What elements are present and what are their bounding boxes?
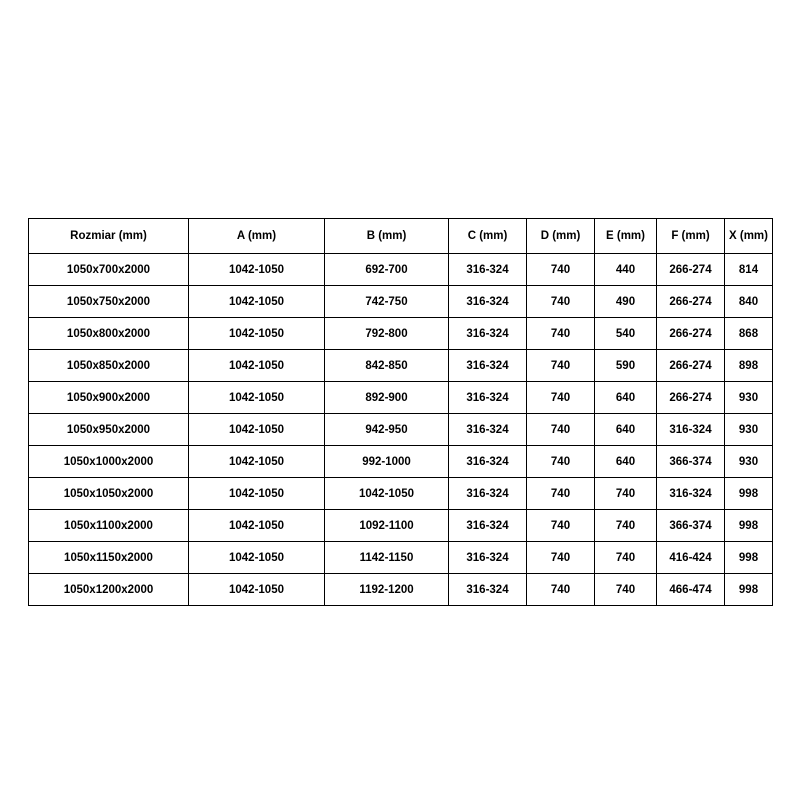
cell-e: 440 [595,254,657,286]
cell-a: 1042-1050 [189,254,325,286]
cell-x: 814 [725,254,773,286]
cell-size: 1050x1050x2000 [29,478,189,510]
cell-d: 740 [527,478,595,510]
cell-f: 266-274 [657,350,725,382]
cell-a: 1042-1050 [189,478,325,510]
column-header-b: B (mm) [325,219,449,254]
cell-a: 1042-1050 [189,510,325,542]
column-header-f: F (mm) [657,219,725,254]
cell-size: 1050x850x2000 [29,350,189,382]
cell-a: 1042-1050 [189,542,325,574]
column-header-rozmiar: Rozmiar (mm) [29,219,189,254]
cell-e: 640 [595,414,657,446]
table-row [29,446,773,478]
table-row [29,542,773,574]
cell-f: 466-474 [657,574,725,606]
cell-e: 640 [595,382,657,414]
cell-e: 740 [595,510,657,542]
cell-f: 266-274 [657,254,725,286]
column-header-d: D (mm) [527,219,595,254]
cell-f: 416-424 [657,542,725,574]
table-row [29,350,773,382]
cell-x: 998 [725,510,773,542]
cell-d: 740 [527,382,595,414]
table-row [29,382,773,414]
cell-d: 740 [527,286,595,318]
cell-f: 366-374 [657,446,725,478]
cell-d: 740 [527,446,595,478]
cell-e: 590 [595,350,657,382]
cell-size: 1050x1000x2000 [29,446,189,478]
cell-b: 792-800 [325,318,449,350]
cell-x: 840 [725,286,773,318]
cell-size: 1050x1100x2000 [29,510,189,542]
cell-b: 742-750 [325,286,449,318]
cell-d: 740 [527,542,595,574]
cell-b: 1192-1200 [325,574,449,606]
cell-d: 740 [527,318,595,350]
spec-table-container [28,218,772,606]
cell-d: 740 [527,414,595,446]
cell-b: 1042-1050 [325,478,449,510]
cell-f: 266-274 [657,286,725,318]
cell-size: 1050x800x2000 [29,318,189,350]
cell-size: 1050x1150x2000 [29,542,189,574]
table-row [29,286,773,318]
cell-b: 1142-1150 [325,542,449,574]
cell-b: 692-700 [325,254,449,286]
cell-b: 942-950 [325,414,449,446]
cell-f: 266-274 [657,318,725,350]
cell-f: 266-274 [657,382,725,414]
table-row [29,414,773,446]
cell-b: 842-850 [325,350,449,382]
cell-x: 930 [725,414,773,446]
table-header-row [29,219,773,254]
cell-a: 1042-1050 [189,286,325,318]
cell-e: 640 [595,446,657,478]
dimensions-table [28,218,773,606]
cell-b: 892-900 [325,382,449,414]
cell-a: 1042-1050 [189,350,325,382]
cell-d: 740 [527,350,595,382]
cell-a: 1042-1050 [189,574,325,606]
cell-d: 740 [527,254,595,286]
table-body [29,254,773,606]
cell-size: 1050x950x2000 [29,414,189,446]
cell-c: 316-324 [449,542,527,574]
cell-a: 1042-1050 [189,446,325,478]
cell-x: 898 [725,350,773,382]
cell-c: 316-324 [449,446,527,478]
cell-c: 316-324 [449,574,527,606]
cell-f: 316-324 [657,478,725,510]
cell-x: 998 [725,478,773,510]
cell-d: 740 [527,574,595,606]
cell-f: 316-324 [657,414,725,446]
cell-e: 540 [595,318,657,350]
column-header-e: E (mm) [595,219,657,254]
table-row [29,318,773,350]
cell-size: 1050x700x2000 [29,254,189,286]
cell-c: 316-324 [449,350,527,382]
cell-x: 998 [725,574,773,606]
cell-a: 1042-1050 [189,414,325,446]
cell-c: 316-324 [449,286,527,318]
cell-e: 490 [595,286,657,318]
cell-c: 316-324 [449,478,527,510]
cell-x: 998 [725,542,773,574]
cell-a: 1042-1050 [189,382,325,414]
cell-c: 316-324 [449,510,527,542]
cell-e: 740 [595,574,657,606]
cell-b: 1092-1100 [325,510,449,542]
table-row [29,254,773,286]
column-header-a: A (mm) [189,219,325,254]
table-row [29,574,773,606]
cell-x: 930 [725,446,773,478]
table-row [29,478,773,510]
cell-d: 740 [527,510,595,542]
cell-a: 1042-1050 [189,318,325,350]
cell-x: 930 [725,382,773,414]
cell-x: 868 [725,318,773,350]
table-row [29,510,773,542]
column-header-c: C (mm) [449,219,527,254]
cell-c: 316-324 [449,318,527,350]
column-header-x: X (mm) [725,219,773,254]
table-header [29,219,773,254]
cell-e: 740 [595,478,657,510]
cell-f: 366-374 [657,510,725,542]
cell-c: 316-324 [449,254,527,286]
cell-c: 316-324 [449,414,527,446]
cell-c: 316-324 [449,382,527,414]
cell-size: 1050x1200x2000 [29,574,189,606]
cell-e: 740 [595,542,657,574]
cell-b: 992-1000 [325,446,449,478]
cell-size: 1050x750x2000 [29,286,189,318]
cell-size: 1050x900x2000 [29,382,189,414]
